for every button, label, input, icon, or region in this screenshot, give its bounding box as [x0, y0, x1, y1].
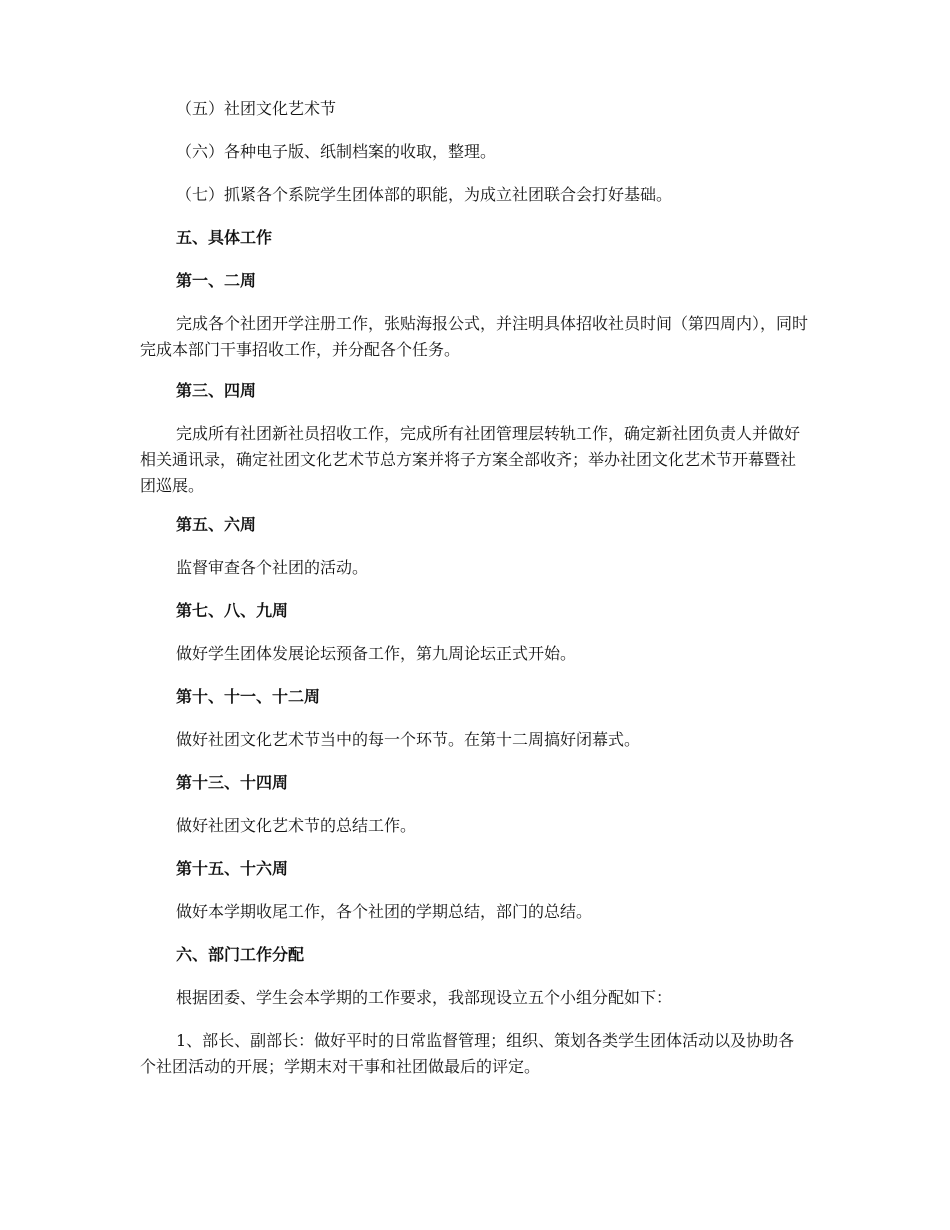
week-heading-1-2: 第一、二周 — [176, 271, 257, 290]
section-heading-6: 六、部门工作分配 — [176, 945, 305, 964]
week-text-13-14: 做好社团文化艺术节的总结工作。 — [176, 816, 417, 835]
week-heading-7-9: 第七、八、九周 — [176, 601, 289, 620]
list-item-7: （七）抓紧各个系院学生团体部的职能，为成立社团联合会打好基础。 — [176, 185, 673, 204]
week-heading-3-4: 第三、四周 — [176, 381, 257, 400]
week-text-3-4: 完成所有社团新社员招收工作，完成所有社团管理层转轨工作，确定新社团负责人并做好相关通讯录，确定社团文化艺术节总方案并将子方案全部收齐；举办社团文化艺术节开幕暨社团巡展。 — [140, 424, 801, 495]
week-heading-15-16: 第十五、十六周 — [176, 859, 289, 878]
week-heading-13-14: 第十三、十四周 — [176, 773, 289, 792]
week-heading-10-12: 第十、十一、十二周 — [176, 687, 321, 706]
section6-intro: 根据团委、学生会本学期的工作要求，我部现设立五个小组分配如下： — [176, 988, 673, 1007]
section6-item-1: 1、部长、副部长：做好平时的日常监督管理；组织、策划各类学生团体活动以及协助各个社团活动的开展；学期末对干事和社团做最后的评定。 — [140, 1031, 795, 1076]
week-text-10-12: 做好社团文化艺术节当中的每一个环节。在第十二周搞好闭幕式。 — [176, 730, 641, 749]
week-text-7-9: 做好学生团体发展论坛预备工作，第九周论坛正式开始。 — [176, 644, 577, 663]
list-item-6: （六）各种电子版、纸制档案的收取，整理。 — [176, 142, 497, 161]
week-text-1-2: 完成各个社团开学注册工作，张贴海报公式，并注明具体招收社员时间（第四周内），同时完成本部门干事招收工作，并分配各个任务。 — [140, 314, 809, 359]
week-heading-5-6: 第五、六周 — [176, 515, 257, 534]
list-item-5: （五）社团文化艺术节 — [176, 99, 337, 118]
week-text-5-6: 监督审查各个社团的活动。 — [176, 558, 369, 577]
section-heading-5: 五、具体工作 — [176, 228, 273, 247]
week-text-15-16: 做好本学期收尾工作，各个社团的学期总结，部门的总结。 — [176, 902, 593, 921]
